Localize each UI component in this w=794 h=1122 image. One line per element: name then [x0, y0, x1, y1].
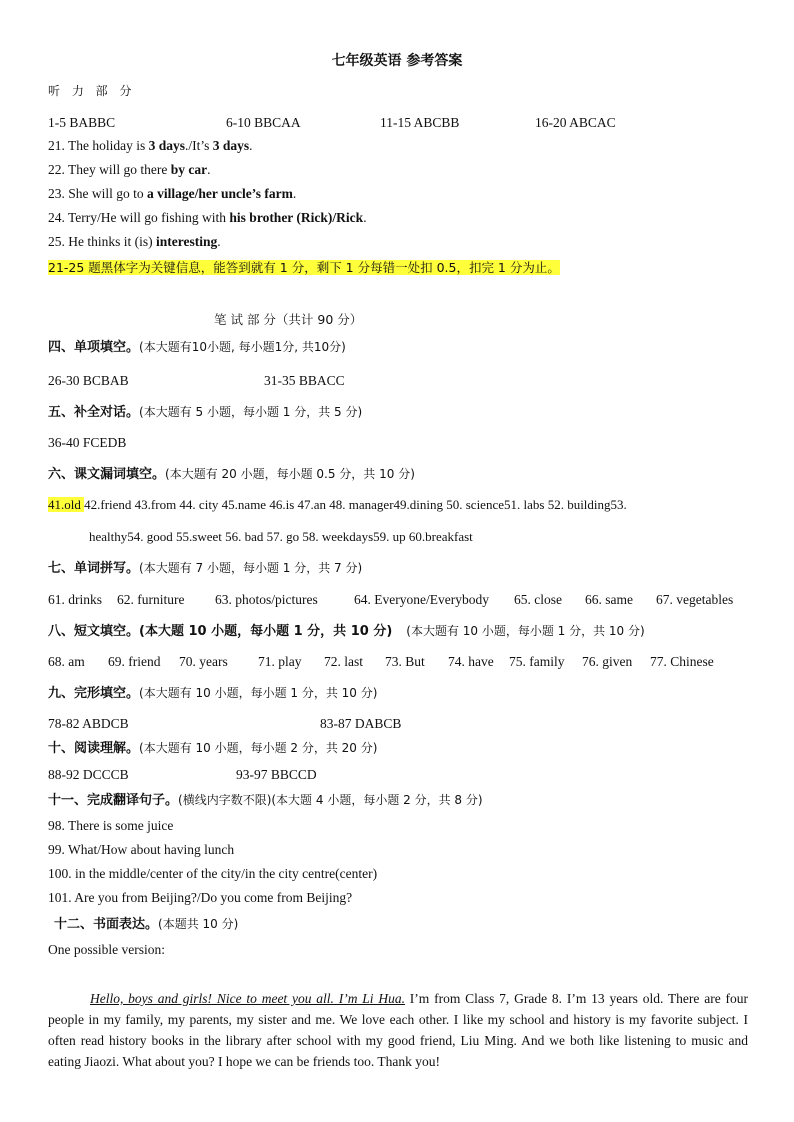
answer-text: . — [207, 162, 211, 177]
section-7-answer: 67. vegetables — [656, 592, 734, 607]
section-8-answer: 74. have — [448, 654, 494, 669]
section-8-heading — [48, 622, 645, 641]
section-note: (本大题有 5 小题，每小题 1 分，共 5 分) — [139, 405, 363, 419]
section-12-heading — [54, 915, 238, 934]
answer-text: ./It’s — [185, 138, 213, 153]
answer-text: 23. She will go to — [48, 186, 148, 201]
translation-answer-98: 98. There is some juice — [48, 818, 174, 833]
listening-answer: 1-5 BABBC — [48, 115, 116, 130]
section-note: (本大题有 10 小题，每小题 2 分，共 20 分) — [139, 741, 378, 755]
section-6-heading — [48, 465, 415, 484]
translation-answer-99: 99. What/How about having lunch — [48, 842, 235, 857]
answer-text: . — [292, 186, 297, 201]
section-11-heading — [48, 791, 483, 810]
section-title: 六、课文漏词填空。 — [48, 467, 166, 482]
section-6-answers-line1 — [48, 496, 627, 514]
section-8-answer: 68. am — [48, 654, 85, 669]
section-6-answers-line2: healthy54. good 55.sweet 56. bad 57. go 58. weekdays59. up 60.breakfast — [89, 529, 473, 544]
translation-answer-100: 100. in the middle/center of the city/in the city centre(center) — [48, 866, 378, 881]
listening-answer: 6-10 BBCAA — [226, 115, 301, 130]
section-9-answer: 78-82 ABDCB — [48, 716, 129, 731]
key-info: a village/her uncle’s farm — [147, 186, 293, 201]
answer-24 — [48, 209, 367, 227]
key-info: interesting — [156, 234, 218, 249]
section-8-answer: 69. friend — [108, 654, 161, 669]
section-title: 十、阅读理解。 — [48, 741, 140, 756]
section-note: (本大题有 20 小题，每小题 0.5 分，共 10 分) — [165, 467, 415, 481]
scoring-note: 21-25 题黑体字为关键信息，能答到就有 1 分，剩下 1 分每错一处扣 0.5，扣完 1 分为止。 — [48, 260, 560, 275]
section-5-answer: 36-40 FCEDB — [48, 435, 127, 450]
section-note: (本题共 10 分) — [158, 917, 239, 931]
section-7-answer: 61. drinks — [48, 592, 102, 607]
listening-answer: 11-15 ABCBB — [380, 115, 460, 130]
key-info: by car — [170, 162, 208, 177]
section-9-answer: 83-87 DABCB — [320, 716, 402, 731]
section-note: (横线内字数不限)(本大题 4 小题，每小题 2 分，共 8 分) — [178, 793, 483, 807]
section-8-answer: 76. given — [582, 654, 633, 669]
translation-answer-101: 101. Are you from Beijing?/Do you come from Beijing? — [48, 890, 353, 905]
section-7-answer: 65. close — [514, 592, 562, 607]
section-4-answer: 26-30 BCBAB — [48, 373, 129, 388]
answer-21 — [48, 137, 253, 155]
section-7-answer: 62. furniture — [117, 592, 185, 607]
answer-22 — [48, 161, 210, 179]
section-title: 七、单词拼写。 — [48, 561, 140, 576]
answer-23 — [48, 185, 296, 203]
section-7-answer: 64. Everyone/Everybody — [354, 592, 489, 607]
section-7-answer: 63. photos/pictures — [215, 592, 318, 607]
key-info: 3 days — [148, 138, 186, 153]
page-title: 七年级英语 参考答案 — [331, 53, 463, 69]
answer-25 — [48, 233, 221, 251]
answer-41: 41.old — [48, 497, 85, 512]
section-7-heading — [48, 559, 362, 578]
section-8-answer: 70. years — [179, 654, 228, 669]
listening-answer: 16-20 ABCAC — [535, 115, 616, 130]
model-essay — [48, 988, 748, 1072]
key-info: his brother (Rick)/Rick — [229, 210, 364, 225]
section-7-answer: 66. same — [585, 592, 633, 607]
section-9-heading — [48, 684, 377, 703]
section-4-answer: 31-35 BBACC — [264, 373, 345, 388]
key-info: 3 days — [212, 138, 250, 153]
section-note: (本大题有10小题, 每小题1分, 共10分) — [139, 340, 346, 354]
section-8-answer: 71. play — [258, 654, 302, 669]
section-note: (本大题有 10 小题，每小题 1 分，共 10 分) — [139, 686, 378, 700]
written-heading: 笔 试 部 分（共计 90 分） — [214, 312, 363, 327]
answer-text: 22. They will go there — [48, 162, 171, 177]
section-4-heading — [48, 338, 346, 357]
answer-text: . — [249, 138, 253, 153]
section-5-heading — [48, 403, 362, 422]
section-title: 八、短文填空。(本大题 10 小题，每小题 1 分，共 10 分) — [48, 624, 393, 639]
section-title: 五、补全对话。 — [48, 405, 140, 420]
section-10-answer: 88-92 DCCCB — [48, 767, 129, 782]
section-8-answer: 73. But — [385, 654, 425, 669]
section-title: 十二、书面表达。 — [54, 917, 159, 932]
answer-text: 42.friend 43.from 44. city 45.name 46.is 47.an 48. manager49.dining 50. science51. labs 52. building53. — [84, 497, 627, 512]
section-10-answer: 93-97 BBCCD — [236, 767, 317, 782]
answer-text: 24. Terry/He will go fishing with — [48, 210, 230, 225]
answer-text: 25. He thinks it (is) — [48, 234, 156, 249]
version-label: One possible version: — [48, 942, 165, 957]
answer-text: . — [363, 210, 367, 225]
listening-heading: 听 力 部 分 — [48, 84, 136, 98]
essay-body: I’m from Class 7, Grade 8. I’m 13 years old. There are four people in my family, my parents, my sister and me. We love each other. I like my school and history is my favorite subject. I often read history books in the library after school with my good friend, Liu Ming. And we both like listening to music and eating Jiaozi. What about you? I hope we can be friends too. Thank you! — [48, 991, 748, 1069]
answer-text: 21. The holiday is — [48, 138, 149, 153]
section-10-heading — [48, 739, 377, 758]
section-8-answer: 75. family — [509, 654, 565, 669]
section-title: 四、单项填空。 — [48, 340, 140, 355]
section-note: (本大题有 10 小题，每小题 1 分，共 10 分) — [406, 624, 645, 638]
answer-text: . — [217, 234, 221, 249]
section-8-answer: 77. Chinese — [650, 654, 714, 669]
section-note: (本大题有 7 小题，每小题 1 分，共 7 分) — [139, 561, 363, 575]
section-title: 十一、完成翻译句子。 — [48, 793, 179, 808]
section-title: 九、完形填空。 — [48, 686, 140, 701]
essay-opening: Hello, boys and girls! Nice to meet you all. I’m Li Hua. — [90, 991, 405, 1006]
section-8-answer: 72. last — [324, 654, 363, 669]
